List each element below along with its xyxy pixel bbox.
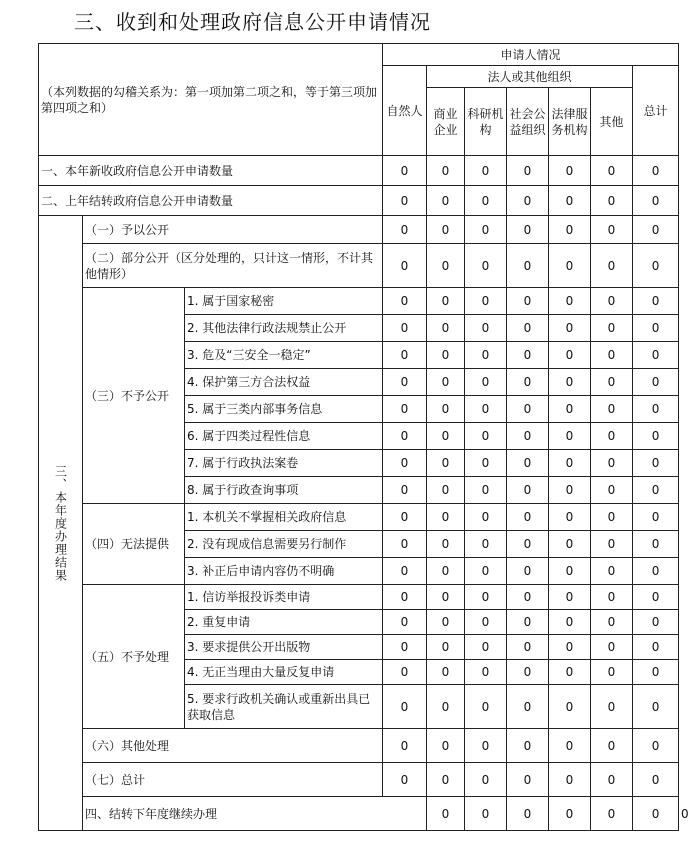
value-cell: 0 — [427, 186, 465, 216]
value-cell: 0 — [383, 315, 427, 342]
value-cell: 0 — [633, 729, 679, 763]
value-cell: 0 — [633, 156, 679, 186]
value-cell: 0 — [633, 216, 679, 244]
value-cell: 0 — [591, 504, 633, 531]
row-label: 二、上年结转政府信息公开申请数量 — [39, 186, 383, 216]
value-cell: 0 — [507, 558, 549, 585]
value-cell: 0 — [427, 342, 465, 369]
value-cell: 0 — [507, 610, 549, 635]
value-cell: 0 — [549, 477, 591, 504]
legal-org-header: 法人或其他组织 — [427, 66, 633, 88]
value-cell: 0 — [591, 186, 633, 216]
value-cell: 0 — [465, 315, 507, 342]
item-label: 1. 信访举报投诉类申请 — [185, 585, 383, 610]
value-cell: 0 — [427, 156, 465, 186]
value-cell: 0 — [383, 685, 427, 729]
value-cell: 0 — [427, 369, 465, 396]
value-cell: 0 — [427, 244, 465, 288]
value-cell: 0 — [591, 396, 633, 423]
table-row — [39, 216, 679, 244]
value-cell: 0 — [507, 585, 549, 610]
table-row — [39, 585, 679, 610]
item-label: 6. 属于四类过程性信息 — [185, 423, 383, 450]
value-cell: 0 — [427, 797, 465, 831]
value-cell: 0 — [465, 477, 507, 504]
natural-person-header: 自然人 — [383, 66, 427, 156]
value-cell: 0 — [383, 342, 427, 369]
value-cell: 0 — [383, 216, 427, 244]
value-cell: 0 — [427, 729, 465, 763]
value-cell: 0 — [549, 396, 591, 423]
application-stats-table — [38, 43, 689, 831]
value-cell: 0 — [507, 396, 549, 423]
value-cell: 0 — [465, 610, 507, 635]
social-header: 社会公益组织 — [507, 88, 549, 156]
value-cell: 0 — [427, 685, 465, 729]
other-header: 其他 — [591, 88, 633, 156]
value-cell: 0 — [633, 585, 679, 610]
value-cell: 0 — [507, 685, 549, 729]
table-row — [39, 156, 679, 186]
value-cell: 0 — [633, 342, 679, 369]
value-cell: 0 — [383, 396, 427, 423]
value-cell: 0 — [549, 660, 591, 685]
value-cell: 0 — [383, 156, 427, 186]
row-label: （六）其他处理 — [83, 729, 383, 763]
value-cell: 0 — [549, 216, 591, 244]
value-cell: 0 — [549, 531, 591, 558]
value-cell: 0 — [427, 315, 465, 342]
value-cell: 0 — [427, 558, 465, 585]
value-cell: 0 — [507, 504, 549, 531]
value-cell: 0 — [383, 369, 427, 396]
value-cell: 0 — [549, 763, 591, 797]
row-label: 四、结转下年度继续办理 — [83, 797, 427, 831]
value-cell: 0 — [465, 763, 507, 797]
value-cell: 0 — [465, 396, 507, 423]
value-cell: 0 — [591, 585, 633, 610]
value-cell: 0 — [633, 396, 679, 423]
table-row — [39, 186, 679, 216]
table-row — [39, 504, 679, 531]
value-cell: 0 — [465, 288, 507, 315]
value-cell: 0 — [591, 635, 633, 660]
value-cell: 0 — [591, 342, 633, 369]
value-cell: 0 — [633, 186, 679, 216]
value-cell: 0 — [507, 763, 549, 797]
total-header: 总计 — [633, 66, 679, 156]
value-cell: 0 — [427, 477, 465, 504]
value-cell: 0 — [549, 244, 591, 288]
value-cell: 0 — [591, 610, 633, 635]
item-label: 4. 保护第三方合法权益 — [185, 369, 383, 396]
value-cell: 0 — [383, 244, 427, 288]
value-cell: 0 — [633, 477, 679, 504]
value-cell: 0 — [507, 660, 549, 685]
value-cell: 0 — [383, 450, 427, 477]
value-cell: 0 — [465, 685, 507, 729]
value-cell: 0 — [591, 216, 633, 244]
value-cell: 0 — [549, 156, 591, 186]
value-cell: 0 — [465, 156, 507, 186]
item-label: 1. 属于国家秘密 — [185, 288, 383, 315]
value-cell: 0 — [383, 610, 427, 635]
value-cell: 0 — [633, 763, 679, 797]
value-cell: 0 — [465, 531, 507, 558]
value-cell: 0 — [633, 450, 679, 477]
value-cell: 0 — [465, 635, 507, 660]
value-cell: 0 — [591, 244, 633, 288]
value-cell: 0 — [633, 369, 679, 396]
value-cell: 0 — [383, 186, 427, 216]
value-cell: 0 — [633, 558, 679, 585]
group-label: （四）无法提供 — [83, 504, 185, 585]
value-cell: 0 — [633, 504, 679, 531]
value-cell: 0 — [549, 797, 591, 831]
value-cell: 0 — [549, 342, 591, 369]
value-cell: 0 — [591, 450, 633, 477]
value-cell: 0 — [549, 369, 591, 396]
row-label: （二）部分公开（区分处理的，只计这一情形，不计其他情形） — [83, 244, 383, 288]
item-label: 3. 补正后申请内容仍不明确 — [185, 558, 383, 585]
value-cell: 0 — [507, 315, 549, 342]
value-cell: 0 — [465, 504, 507, 531]
item-label: 2. 重复申请 — [185, 610, 383, 635]
value-cell: 0 — [591, 558, 633, 585]
value-cell: 0 — [465, 660, 507, 685]
value-cell: 0 — [549, 315, 591, 342]
value-cell: 0 — [465, 797, 507, 831]
value-cell: 0 — [507, 342, 549, 369]
item-label: 4. 无正当理由大量反复申请 — [185, 660, 383, 685]
value-cell: 0 — [465, 186, 507, 216]
item-label: 7. 属于行政执法案卷 — [185, 450, 383, 477]
value-cell: 0 — [633, 797, 679, 831]
value-cell: 0 — [465, 423, 507, 450]
value-cell: 0 — [383, 558, 427, 585]
value-cell: 0 — [591, 763, 633, 797]
value-cell: 0 — [427, 585, 465, 610]
table-note-cell: （本列数据的勾稽关系为：第一项加第二项之和，等于第三项加第四项之和） — [39, 44, 383, 156]
value-cell: 0 — [591, 423, 633, 450]
group-label: （五）不予处理 — [83, 585, 185, 729]
value-cell: 0 — [383, 477, 427, 504]
research-header: 科研机构 — [465, 88, 507, 156]
value-cell: 0 — [507, 186, 549, 216]
value-cell: 0 — [465, 558, 507, 585]
value-cell: 0 — [507, 369, 549, 396]
value-cell: 0 — [507, 729, 549, 763]
value-cell: 0 — [633, 423, 679, 450]
value-cell: 0 — [383, 763, 427, 797]
value-cell: 0 — [507, 531, 549, 558]
value-cell: 0 — [427, 610, 465, 635]
value-cell: 0 — [465, 585, 507, 610]
value-cell: 0 — [549, 186, 591, 216]
value-cell: 0 — [591, 156, 633, 186]
value-cell: 0 — [427, 216, 465, 244]
value-cell: 0 — [427, 531, 465, 558]
value-cell: 0 — [507, 244, 549, 288]
value-cell: 0 — [633, 288, 679, 315]
applicant-header: 申请人情况 — [383, 44, 679, 66]
item-label: 5. 属于三类内部事务信息 — [185, 396, 383, 423]
value-cell: 0 — [427, 288, 465, 315]
value-cell: 0 — [465, 369, 507, 396]
value-cell: 0 — [591, 369, 633, 396]
value-cell: 0 — [465, 450, 507, 477]
row-label: （七）总计 — [83, 763, 383, 797]
value-cell: 0 — [633, 635, 679, 660]
value-cell: 0 — [427, 763, 465, 797]
law-header: 法律服务机构 — [549, 88, 591, 156]
value-cell: 0 — [383, 531, 427, 558]
value-cell: 0 — [383, 729, 427, 763]
value-cell: 0 — [507, 477, 549, 504]
value-cell: 0 — [383, 660, 427, 685]
value-cell: 0 — [383, 288, 427, 315]
value-cell: 0 — [427, 504, 465, 531]
value-cell: 0 — [549, 610, 591, 635]
item-label: 5. 要求行政机关确认或重新出具已获取信息 — [185, 685, 383, 729]
value-cell: 0 — [549, 685, 591, 729]
group-label: （三）不予公开 — [83, 288, 185, 504]
value-cell: 0 — [507, 450, 549, 477]
value-cell: 0 — [549, 729, 591, 763]
item-label: 1. 本机关不掌握相关政府信息 — [185, 504, 383, 531]
value-cell: 0 — [633, 685, 679, 729]
item-label: 2. 没有现成信息需要另行制作 — [185, 531, 383, 558]
value-cell: 0 — [383, 635, 427, 660]
value-cell: 0 — [427, 635, 465, 660]
row-label: 一、本年新收政府信息公开申请数量 — [39, 156, 383, 186]
value-cell: 0 — [591, 315, 633, 342]
table-row — [39, 763, 679, 797]
value-cell: 0 — [549, 558, 591, 585]
value-cell: 0 — [591, 531, 633, 558]
item-label: 3. 危及“三安全一稳定” — [185, 342, 383, 369]
page-title: 三、收到和处理政府信息公开申请情况 — [74, 10, 431, 34]
row-label: （一）予以公开 — [83, 216, 383, 244]
value-cell: 0 — [633, 531, 679, 558]
value-cell: 0 — [427, 450, 465, 477]
value-cell: 0 — [633, 315, 679, 342]
value-cell: 0 — [591, 685, 633, 729]
value-cell: 0 — [591, 797, 633, 831]
table-row — [39, 729, 679, 763]
value-cell: 0 — [465, 342, 507, 369]
value-cell: 0 — [427, 396, 465, 423]
value-cell: 0 — [633, 610, 679, 635]
value-cell: 0 — [591, 477, 633, 504]
item-label: 3. 要求提供公开出版物 — [185, 635, 383, 660]
value-cell: 0 — [507, 216, 549, 244]
value-cell: 0 — [591, 660, 633, 685]
value-cell: 0 — [507, 797, 549, 831]
value-cell: 0 — [591, 729, 633, 763]
value-cell: 0 — [507, 635, 549, 660]
value-cell: 0 — [383, 423, 427, 450]
value-cell: 0 — [549, 635, 591, 660]
value-cell: 0 — [591, 288, 633, 315]
item-label: 2. 其他法律行政法规禁止公开 — [185, 315, 383, 342]
value-cell: 0 — [633, 244, 679, 288]
value-cell: 0 — [549, 450, 591, 477]
value-cell: 0 — [507, 288, 549, 315]
value-cell: 0 — [465, 216, 507, 244]
value-cell: 0 — [507, 156, 549, 186]
value-cell: 0 — [465, 244, 507, 288]
item-label: 8. 属于行政查询事项 — [185, 477, 383, 504]
table-row — [39, 244, 679, 288]
value-cell: 0 — [633, 660, 679, 685]
value-cell: 0 — [383, 585, 427, 610]
table-row: 四、结转下年度继续办理 0 0 0 0 0 0 0 — [39, 797, 679, 831]
commercial-header: 商业企业 — [427, 88, 465, 156]
value-cell: 0 — [507, 423, 549, 450]
value-cell: 0 — [427, 423, 465, 450]
result-section-label: 三、本年度办理结果 — [39, 216, 83, 831]
value-cell: 0 — [549, 288, 591, 315]
value-cell: 0 — [465, 729, 507, 763]
value-cell: 0 — [427, 660, 465, 685]
value-cell: 0 — [549, 504, 591, 531]
value-cell: 0 — [549, 585, 591, 610]
table-row — [39, 288, 679, 315]
value-cell: 0 — [549, 423, 591, 450]
value-cell: 0 — [383, 504, 427, 531]
